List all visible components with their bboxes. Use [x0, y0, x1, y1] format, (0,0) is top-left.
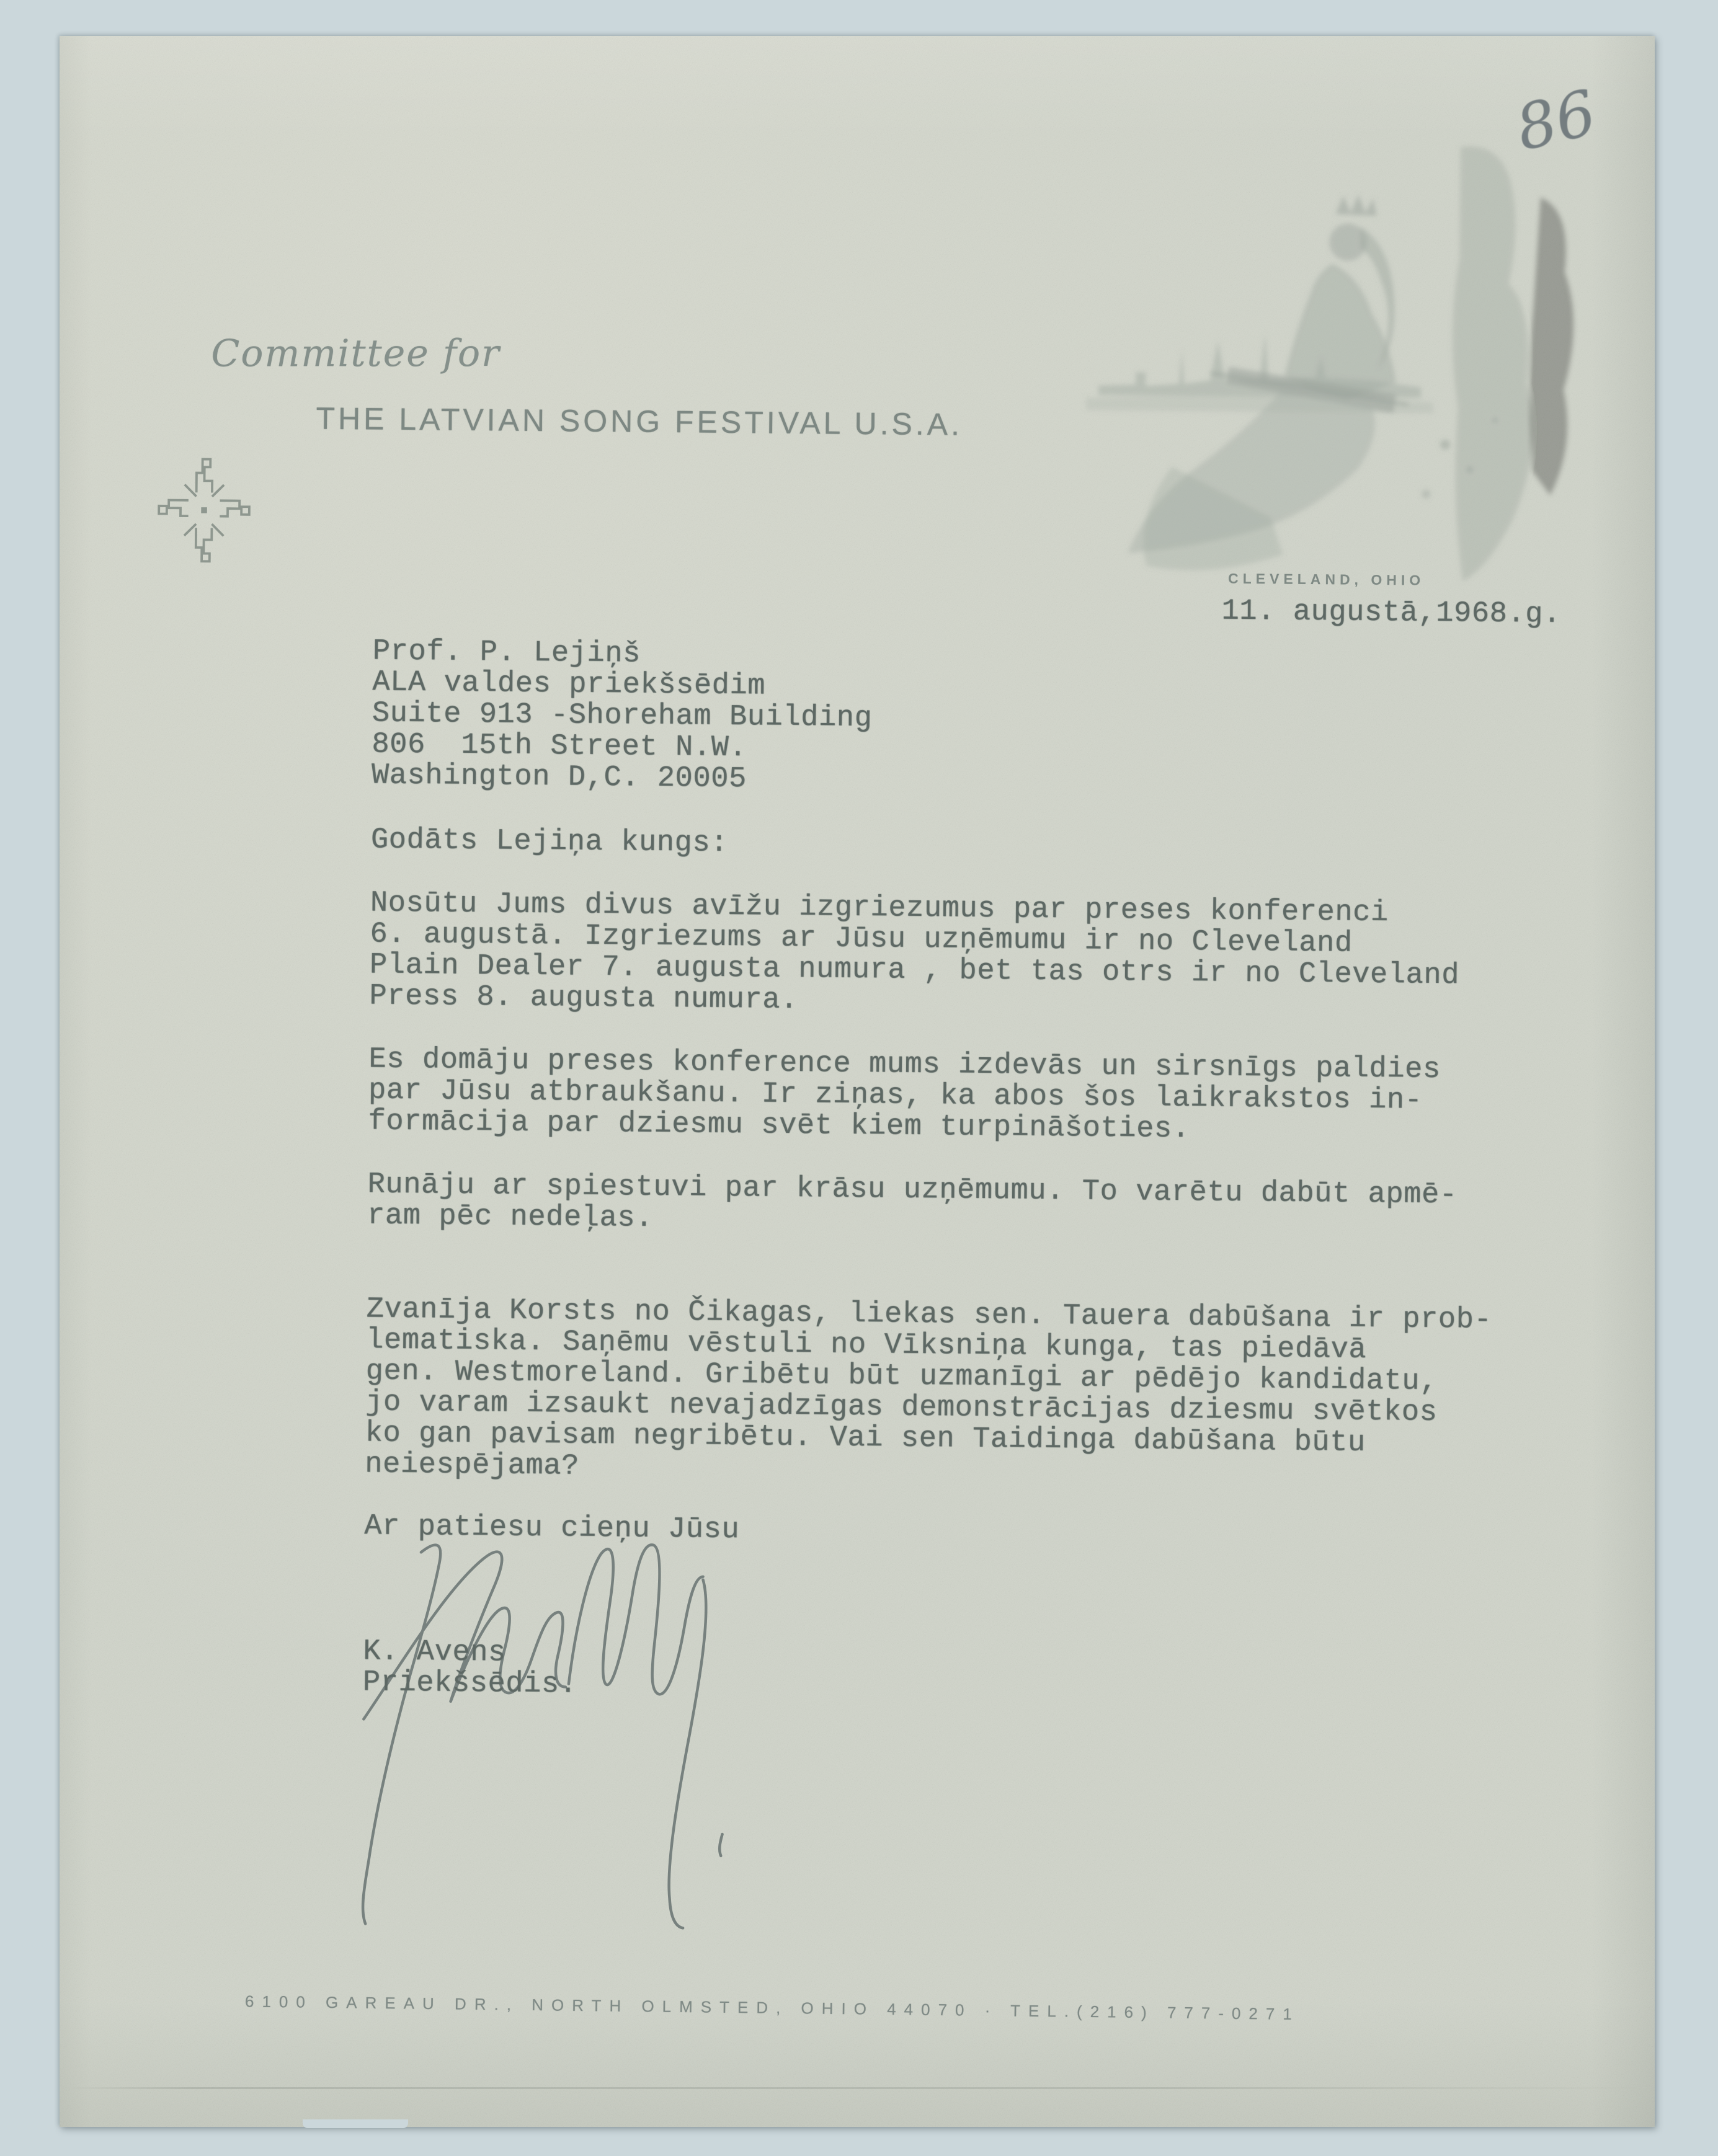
- body-paragraph-3: Runāju ar spiestuvi par krāsu uzņēmumu. To varētu dabūt apmē- ram pēc nedeļas.: [367, 1168, 1458, 1235]
- body-paragraph-4: Zvanīja Korsts no Čikagas, liekas sen. Tauera dabūšana ir prob- lematiska. Saņēmu vēstuli no Vīksniņa kunga, tas piedāvā gen. Westmoreland. Gribētu būt uzmanīgi ar pēdējo kandidatu, jo varam izsaukt nevajadzīgas demonstrācijas dziesmu svētkos ko gan pavisam negribētu. Vai sen Taidinga dabūšana būtu neiespējama?: [365, 1293, 1492, 1483]
- paper-edge-notch: [303, 2119, 408, 2128]
- body-paragraph-2: Es domāju preses konference mums izdevās un sirsnīgs paldies par Jūsu atbraukšanu. Ir ziņas, ka abos šos laikrakstos in- formācija par dziesmu svēt kiem turpināšoties.: [368, 1043, 1441, 1147]
- letterhead-city: CLEVELAND, OHIO: [1227, 570, 1425, 588]
- letterhead-script-line: Committee for: [211, 332, 501, 376]
- typed-signer-title: Priekšsēdis.: [362, 1666, 577, 1701]
- pencil-page-number: 86: [1509, 76, 1603, 165]
- letter-paper: [60, 36, 1655, 2127]
- letter-content: [40, 36, 1655, 2142]
- typed-signer-name: K. Avens: [363, 1635, 507, 1670]
- letterhead-footer-address: 6100 GAREAU DR., NORTH OLMSTED, OHIO 44070 · TEL.(216) 777-0271: [244, 1992, 1300, 2024]
- recipient-address: Prof. P. Lejiņš ALA valdes priekšsēdim Suite 913 -Shoreham Building 806 15th Street N.W. Washington D,C. 20005: [371, 635, 873, 796]
- paper-crease: [68, 2087, 1644, 2089]
- body-paragraph-1: Nosūtu Jums divus avīžu izgriezumus par preses konferenci 6. augustā. Izgriezums ar Jūsu uzņēmumu ir no Cleveland Plain Dealer 7. augusta numura , bet tas otrs ir no Cleveland Press 8. augusta numura.: [369, 887, 1460, 1018]
- salutation: Godāts Lejiņa kungs:: [370, 823, 729, 861]
- kokle-player-illustration: [1022, 118, 1610, 620]
- closing-line: Ar patiesu cieņu Jūsu: [364, 1510, 740, 1547]
- letterhead-title: THE LATVIAN SONG FESTIVAL U.S.A.: [316, 401, 963, 442]
- handwritten-signature: [324, 1514, 788, 2015]
- date-line: 11. augustā,1968.g.: [1221, 595, 1562, 631]
- latvian-star-icon: [154, 451, 254, 570]
